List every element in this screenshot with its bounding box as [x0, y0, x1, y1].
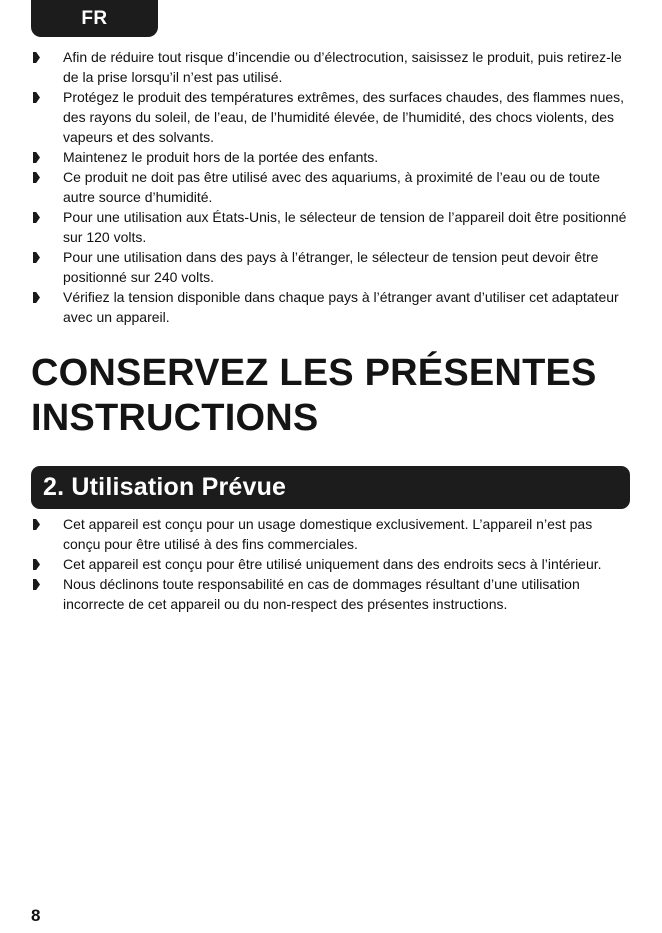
list-item-text: Cet appareil est conçu pour être utilisé uniquement dans des endroits secs à l’intérieur.: [63, 556, 602, 572]
list-item: [31, 147, 631, 167]
language-tab: [31, 0, 158, 37]
bullet-icon: [33, 172, 40, 183]
list-item: [31, 207, 631, 247]
list-item: [31, 287, 631, 327]
bullet-icon: [33, 52, 40, 63]
list-item-text: Maintenez le produit hors de la portée des enfants.: [63, 149, 379, 165]
list-item: [31, 247, 631, 287]
language-tab-label: FR: [81, 7, 108, 29]
list-item-text: Pour une utilisation aux États-Unis, le sélecteur de tension de l’appareil doit être positionné sur 120 volts.: [63, 209, 627, 245]
bullet-icon: [33, 152, 40, 163]
bullet-icon: [33, 292, 40, 303]
section-header: [31, 466, 630, 509]
list-item: [31, 167, 631, 207]
bullet-icon: [33, 559, 40, 570]
list-item-text: Vérifiez la tension disponible dans chaque pays à l’étranger avant d’utiliser cet adaptateur avec un appareil.: [63, 289, 619, 325]
list-item-text: Nous déclinons toute responsabilité en cas de dommages résultant d’une utilisation incorrecte de cet appareil ou du non-respect des présentes instructions.: [63, 576, 580, 612]
list-item-text: Pour une utilisation dans des pays à l’étranger, le sélecteur de tension peut devoir être positionné sur 240 volts.: [63, 249, 599, 285]
list-item-text: Ce produit ne doit pas être utilisé avec des aquariums, à proximité de l’eau ou de toute autre source d’humidité.: [63, 169, 600, 205]
bullet-icon: [33, 579, 40, 590]
list-item: [31, 47, 631, 87]
bullet-icon: [33, 92, 40, 103]
list-item: [31, 554, 631, 574]
bullet-icon: [33, 519, 40, 530]
bullet-icon: [33, 252, 40, 263]
safety-instructions-list: [31, 47, 631, 327]
list-item-text: Afin de réduire tout risque d’incendie ou d’électrocution, saisissez le produit, puis retirez-le de la prise lorsqu’il n’est pas utilisé.: [63, 49, 622, 85]
list-item: [31, 514, 631, 554]
section-title: 2. Utilisation Prévue: [43, 473, 287, 501]
list-item: [31, 87, 631, 147]
save-instructions-heading: CONSERVEZ LES PRÉSENTES INSTRUCTIONS: [31, 352, 597, 439]
page-number: 8: [31, 906, 41, 925]
bullet-icon: [33, 212, 40, 223]
intended-use-list: [31, 514, 631, 614]
list-item-text: Protégez le produit des températures extrêmes, des surfaces chaudes, des flammes nues, des rayons du soleil, de l’eau, de l’humidité élevée, de l’humidité, des chocs violents, des vapeurs et des solvants.: [63, 89, 625, 145]
list-item: [31, 574, 631, 614]
list-item-text: Cet appareil est conçu pour un usage domestique exclusivement. L’appareil n’est pas conçu pour être utilisé à des fins commerciales.: [63, 516, 593, 552]
